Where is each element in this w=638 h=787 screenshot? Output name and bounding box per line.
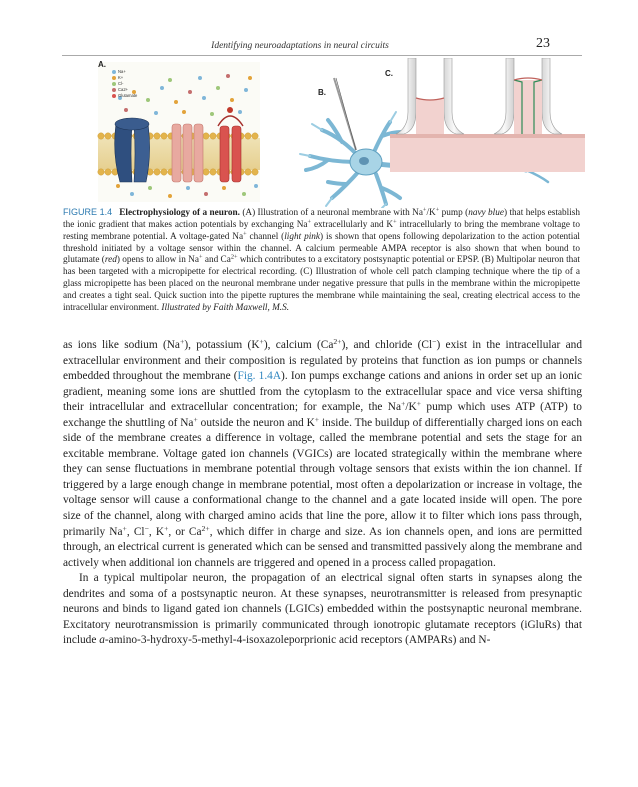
superscript: − — [144, 523, 149, 533]
body-text-run: ), calcium (Ca — [263, 339, 334, 351]
paragraph — [63, 571, 582, 649]
legend-label: Glutamate — [118, 93, 138, 98]
body-text — [63, 338, 582, 649]
body-text-run: outside the neuron and K — [197, 416, 315, 429]
legend-swatch — [112, 94, 116, 98]
superscript: + — [164, 523, 169, 533]
legend-label: K+ — [118, 75, 124, 80]
figure-label: FIGURE 1.4 — [63, 207, 113, 217]
figure-title: Electrophysiology of a neuron. — [119, 208, 240, 218]
legend-label: Cl- — [118, 81, 124, 86]
figure-legend — [112, 69, 137, 99]
body-text-run: /K — [405, 401, 417, 414]
caption-emphasis: light pink — [284, 231, 320, 242]
figure-caption — [63, 207, 580, 315]
superscript: + — [416, 398, 422, 408]
body-text-run: , K — [148, 525, 165, 538]
superscript: + — [393, 218, 397, 226]
body-text-run: a — [99, 634, 105, 647]
superscript: + — [435, 206, 440, 214]
legend-swatch — [112, 82, 116, 86]
superscript: + — [243, 230, 247, 238]
panel-label-b: B. — [318, 88, 326, 97]
legend-swatch — [112, 88, 116, 92]
caption-text: (A) Illustration of a neuronal membrane with Na — [239, 208, 423, 218]
panel-c-patch-clamp — [390, 58, 585, 172]
page-number: 23 — [536, 36, 550, 51]
body-text-run: , Cl — [126, 525, 145, 538]
caption-text: ) that helps establish the ionic gradient that makes action potentials by exchanging Na — [63, 208, 580, 230]
body-text-run: ). Ion pumps exchange cations and anions in order set up an ionic gradient, meaning some ions are shuttled from the cytoplasm to the extracellular space and vice versa shifting their intracellular and extracellular concentration; for example, the Na — [63, 370, 582, 414]
figure-1-4 — [60, 58, 585, 208]
running-header: Identifying neuroadaptations in neural circuits — [211, 41, 389, 51]
caption-text: intracellularly to bring the membrane voltage to resting membrane potential. A voltage-gated Na — [63, 219, 580, 242]
legend-label: Ca2+ — [118, 87, 129, 92]
caption-emphasis: navy blue — [468, 208, 504, 218]
panel-label-a: A. — [98, 60, 106, 69]
body-text-run: , which differ in charge and size. As ion channels open, and ions are permitted through, an electrical current is generated which can be sensed and transmitted passively along the membrane and actively when additional ion channels are triggered and opened in a process called propagation. — [63, 525, 582, 569]
superscript: + — [179, 336, 185, 346]
legend-label: Na+ — [118, 69, 126, 74]
body-text-run: In a typical multipolar neuron, the propagation of an electrical signal often starts in synapses along the dendrites and soma of a postsynaptic neuron. At these synapses, neurotransmitter is released from presynaptic neurons and binds to ligand gated ion channels (LGICs) embedded within the postsynaptic neuronal membrane. Excitatory neurotransmission is primarily communicated through ionotropic glutamate receptors (iGluRs) that include — [63, 572, 582, 647]
caption-emphasis: red — [104, 255, 117, 266]
superscript: + — [314, 414, 320, 424]
figure-illustration — [60, 58, 585, 208]
header-rule — [62, 55, 582, 56]
body-text-run: -amino-3-hydroxy-5-methyl-4-isoxazoleporprionic acid receptors (AMPARs) and N- — [104, 634, 491, 647]
caption-text: /K — [426, 208, 436, 218]
paragraph — [63, 338, 582, 571]
pipette-left — [396, 58, 464, 134]
superscript: + — [307, 218, 312, 226]
panel-label-c: C. — [385, 69, 393, 78]
superscript: − — [432, 336, 437, 346]
body-text-run: , or Ca — [168, 525, 202, 538]
membrane-patch — [390, 134, 585, 172]
superscript: + — [193, 414, 198, 424]
body-text-run: ) exist in the intracellular and extracellular environment and their composition is regulated by proteins that function as ion pumps or channels embedded throughout the membrane ( — [63, 339, 582, 383]
legend-swatch — [112, 70, 116, 74]
body-text-run: pump which uses ATP (ATP) to exchange the shuttling of Na — [63, 401, 582, 429]
legend-swatch — [112, 76, 116, 80]
superscript: + — [400, 398, 406, 408]
superscript: 2+ — [333, 336, 342, 346]
superscript: + — [259, 336, 264, 346]
superscript: + — [198, 253, 203, 261]
superscript: + — [422, 206, 427, 214]
caption-text: pump ( — [439, 208, 469, 218]
illustration-credit: Illustrated by Faith Maxwell, M.S. — [161, 302, 290, 313]
caption-text: extracellularly and K — [311, 219, 394, 230]
caption-text: ) opens to allow in Na — [116, 255, 199, 266]
body-text-run: ), and chloride (Cl — [341, 339, 433, 351]
voltage-gated-channel — [172, 124, 203, 182]
caption-text: channel ( — [246, 231, 285, 242]
superscript: 2+ — [201, 523, 210, 533]
body-text-run: inside. The buildup of differentially charged ions on each side of the membrane creates a difference in voltage, called the membrane potential and sets the stage for an excitable membrane. Voltage gated ion channels (VGICs) are located strategically within the membrane where they can sense fluctuations in membrane potential through voltage sensors that exists within the ion channel. If triggered by a large enough change in membrane potential, most often a depolarization or increase in voltage, the voltage sensor will cause a conformational change to the channel and a gate located inside will open. The pore size of the channel, along with charged amino acids that line the pore, allow it to filter which ions pass through, primarily Na — [63, 416, 582, 538]
body-text-run: ), potassium (K — [184, 339, 260, 351]
pipette-right — [494, 58, 562, 134]
caption-text: ) is shown that opens following depolarization to the action potential threshold initiated by a voltage sensor within the channel. A calcium permeable AMPA receptor is also shown that when bound to glutamate ( — [63, 231, 580, 266]
body-text-run: as ions like sodium (Na — [63, 339, 180, 351]
superscript: + — [122, 523, 127, 533]
caption-text: which contributes to a excitatory postsynaptic potential or EPSP. (B) Multipolar neuron that has been targeted with a micropipette for electrical recording. (C) Illustration of whole cell patch clamping technique where the tip of a glass micropipette has been placed on the neuronal membrane under negative pressure that pulls in the membrane within the micropipette and creates a tight seal. Quick suction into the pipette ruptures the membrane while maintaining the seal, creating electrical access to the intracellular environment. — [63, 255, 580, 313]
superscript: 2+ — [230, 253, 238, 261]
caption-text: and Ca — [202, 255, 231, 266]
figure-reference-link[interactable]: Fig. 1.4A — [237, 370, 282, 383]
